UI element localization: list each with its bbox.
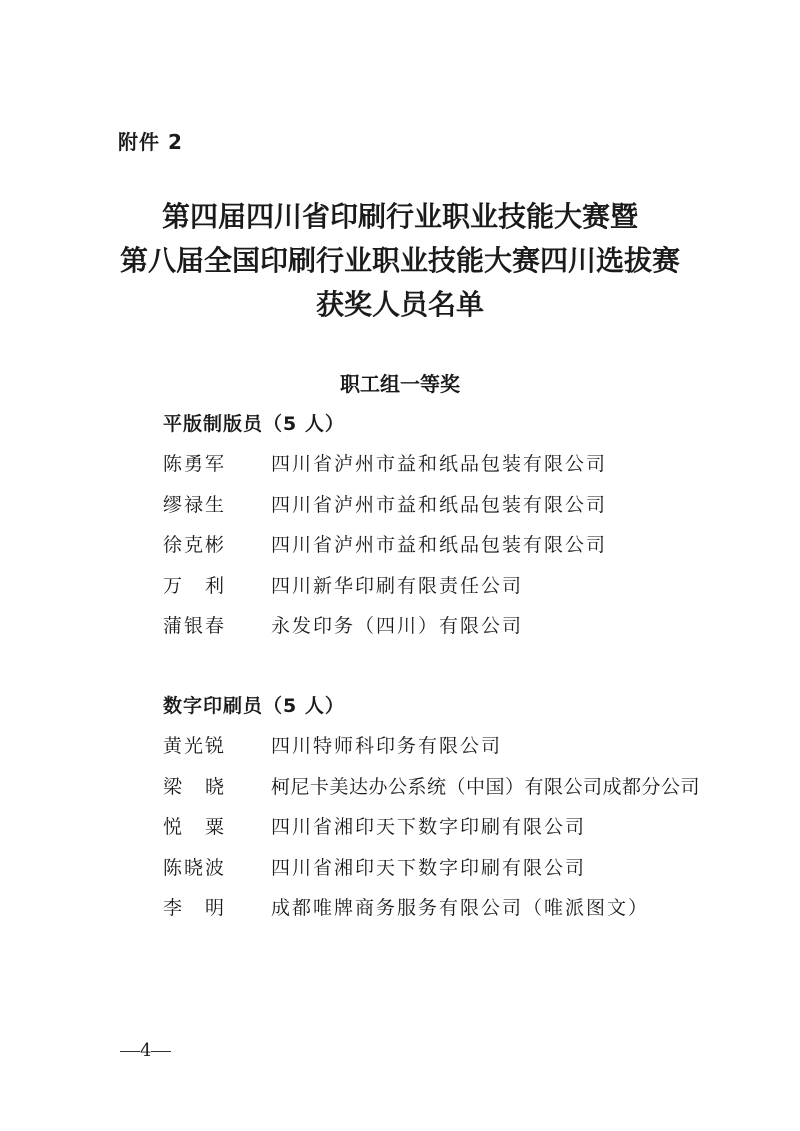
footer-dash-right: [151, 1051, 171, 1052]
document-title: [0, 195, 800, 327]
list-item: [163, 606, 607, 647]
awardee-name: 梁 晓: [163, 775, 227, 798]
awardee-org: 四川省泸州市益和纸品包装有限公司: [271, 453, 608, 475]
awardee-name: 李 明: [163, 897, 227, 919]
title-line-3: 获奖人员名单: [315, 288, 484, 321]
awardee-org: 成都唯牌商务服务有限公司（唯派图文）: [271, 897, 650, 919]
section-title: 数字印刷员（5 人）: [163, 695, 345, 717]
list-item: [163, 888, 700, 929]
list-item: [163, 444, 607, 485]
awardee-org: 永发印务（四川）有限公司: [271, 615, 524, 637]
list-item: [163, 726, 700, 767]
awardee-name: 蒲银春: [163, 615, 227, 637]
title-line-1: 第四届四川省印刷行业职业技能大赛暨: [161, 200, 638, 233]
awardee-name: 缪禄生: [163, 493, 227, 516]
awardee-name: 万 利: [163, 574, 227, 597]
list-item: [163, 525, 607, 566]
page-footer: [120, 1040, 171, 1061]
list-item: [163, 767, 700, 808]
title-line-2: 第八届全国印刷行业职业技能大赛四川选拔赛: [119, 244, 680, 277]
list-item: [163, 485, 607, 526]
awardee-name: 徐克彬: [163, 534, 227, 556]
awardee-name: 陈勇军: [163, 453, 227, 475]
list-item: [163, 848, 700, 889]
section-plate-making: [163, 404, 607, 647]
awardee-org: 四川省泸州市益和纸品包装有限公司: [271, 534, 608, 556]
awardee-org: 四川省泸州市益和纸品包装有限公司: [271, 493, 608, 516]
group-heading: 职工组一等奖: [340, 372, 460, 396]
awardee-name: 悦 粟: [163, 816, 227, 838]
awardee-name: 黄光锐: [163, 735, 227, 757]
section-digital-printing: [163, 686, 700, 929]
awardee-org: 柯尼卡美达办公系统（中国）有限公司成都分公司: [271, 775, 701, 798]
awardee-org: 四川省湘印天下数字印刷有限公司: [271, 816, 587, 838]
list-item: [163, 807, 700, 848]
awardee-org: 四川新华印刷有限责任公司: [271, 574, 524, 597]
awardee-org: 四川省湘印天下数字印刷有限公司: [271, 856, 587, 879]
attachment-label: 附件 2: [118, 130, 183, 154]
footer-dash-left: [120, 1051, 140, 1052]
page-number: 4: [140, 1040, 152, 1061]
awardee-org: 四川特师科印务有限公司: [271, 735, 503, 757]
awardee-name: 陈晓波: [163, 856, 227, 879]
list-item: [163, 566, 607, 607]
section-title: 平版制版员（5 人）: [163, 413, 345, 435]
